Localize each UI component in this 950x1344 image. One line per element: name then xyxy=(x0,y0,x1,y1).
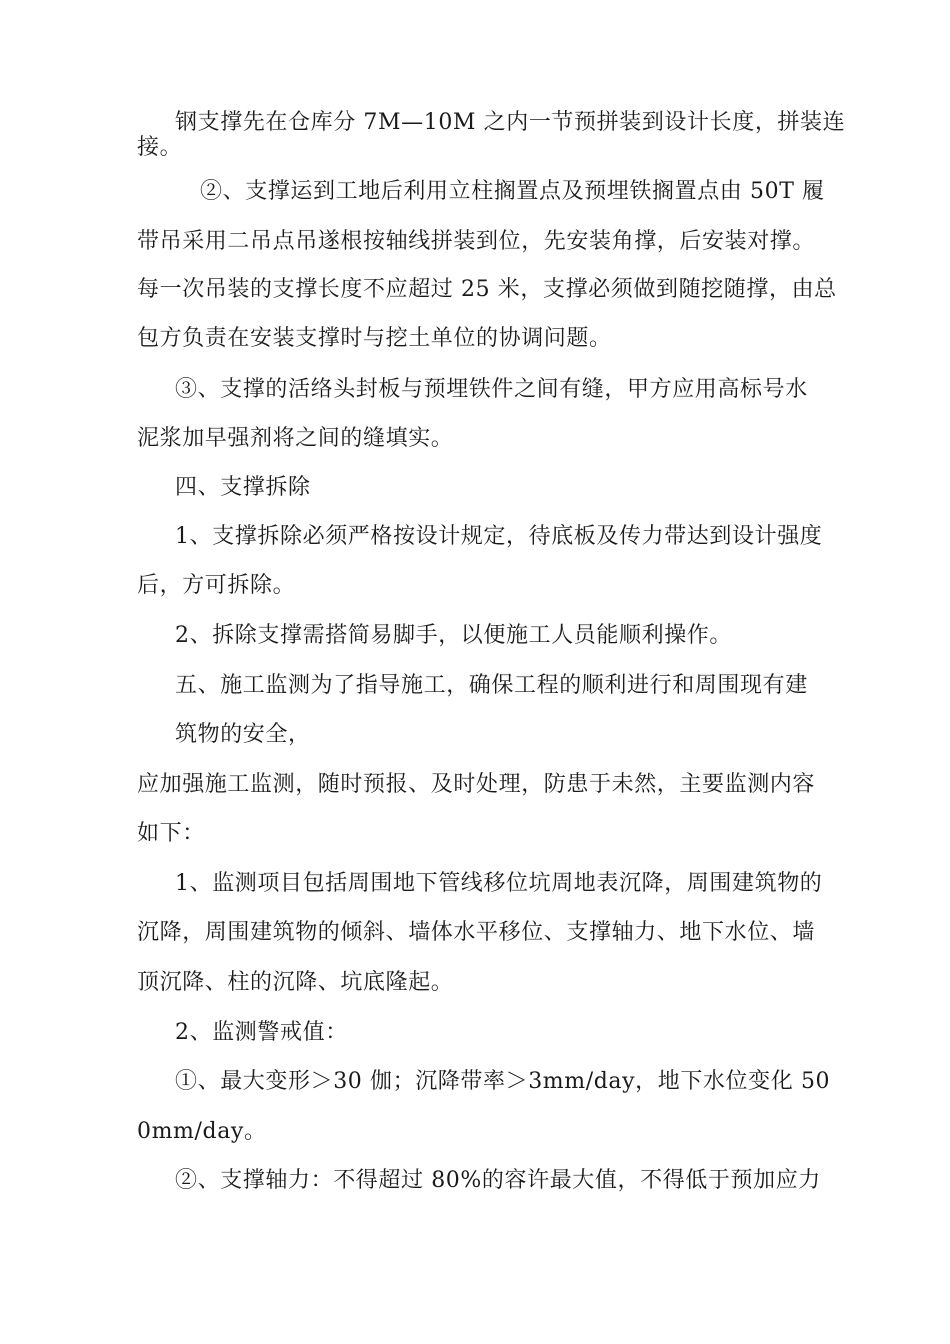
text-line: 每一次吊装的支撑长度不应超过 25 米，支撑必须做到随挖随撑，由总 xyxy=(137,277,837,302)
text-line: 应加强施工监测，随时预报、及时处理，防患于未然，主要监测内容 xyxy=(137,772,816,797)
text-line: 筑物的安全， xyxy=(175,722,311,747)
text-line: 1、监测项目包括周围地下管线移位坑周地表沉降，周围建筑物的 xyxy=(175,871,823,896)
text-line: 1、支撑拆除必须严格按设计规定，待底板及传力带达到设计强度 xyxy=(175,524,823,549)
text-line: 后，方可拆除。 xyxy=(137,573,296,598)
text-line: 泥浆加早强剂将之间的缝填实。 xyxy=(137,426,454,451)
text-line: ②、支撑运到工地后利用立柱搁置点及预埋铁搁置点由 50T 履 xyxy=(200,179,825,204)
section-heading: 四、支撑拆除 xyxy=(175,475,311,500)
text-line: 2、拆除支撑需搭简易脚手，以便施工人员能顺利操作。 xyxy=(175,623,732,648)
text-line: 包方负责在安装支撑时与挖土单位的协调问题。 xyxy=(137,326,612,351)
text-line: 钢支撑先在仓库分 7M—10M 之内一节预拼装到设计长度，拼装连 xyxy=(175,110,846,135)
text-line: 顶沉降、柱的沉降、坑底隆起。 xyxy=(137,970,454,995)
text-line: ②、支撑轴力：不得超过 80%的容许最大值，不得低于预加应力 xyxy=(175,1168,821,1193)
text-line: ③、支撑的活络头封板与预埋铁件之间有缝，甲方应用高标号水 xyxy=(175,377,808,402)
text-line: 如下： xyxy=(137,821,205,846)
text-line: 沉降，周围建筑物的倾斜、墙体水平移位、支撑轴力、地下水位、墙 xyxy=(137,920,816,945)
section-heading: 五、施工监测为了指导施工，确保工程的顺利进行和周围现有建 xyxy=(175,673,808,698)
text-line: 接。 xyxy=(137,135,183,160)
text-line: 带吊采用二吊点吊遂根按轴线拼装到位，先安装角撑，后安装对撑。 xyxy=(137,229,816,254)
text-line: ①、最大变形＞30 伽；沉降带率＞3mm/day，地下水位变化 50 xyxy=(175,1069,831,1094)
text-line: 2、监测警戒值： xyxy=(175,1020,348,1045)
text-line: 0mm/day。 xyxy=(137,1119,267,1144)
